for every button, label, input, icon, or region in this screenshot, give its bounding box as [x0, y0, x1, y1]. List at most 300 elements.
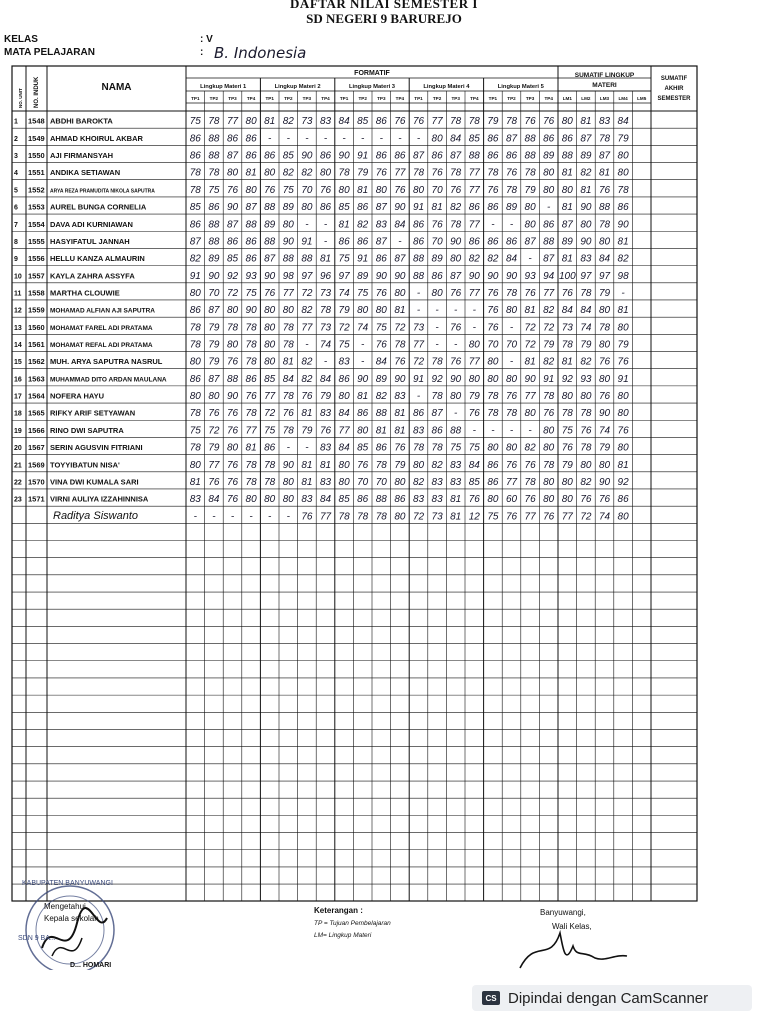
score-cell: 70: [431, 184, 443, 196]
row-no: 8: [14, 238, 18, 246]
score-cell: 78: [189, 167, 201, 179]
score-cell: 76: [226, 408, 239, 420]
score-cell: 90: [524, 373, 536, 385]
score-cell: 78: [561, 408, 573, 420]
score-cell: 80: [505, 373, 518, 385]
score-cell: 78: [189, 339, 201, 351]
score-cell: 60: [505, 494, 518, 506]
score-cell: 76: [301, 511, 313, 523]
sub-header-tp3: TP3: [302, 96, 312, 101]
sub-header-tp1: TP1: [414, 96, 423, 101]
score-cell: 81: [301, 408, 313, 420]
score-cell: 76: [319, 425, 332, 437]
score-cell: 82: [301, 305, 313, 317]
score-cell: 86: [226, 133, 239, 145]
score-cell: 83: [375, 219, 387, 231]
score-cell: -: [435, 322, 439, 334]
score-cell: 89: [505, 202, 518, 214]
score-cell: 77: [282, 287, 294, 299]
sub-header-tp4: TP4: [470, 96, 479, 101]
score-cell: 87: [580, 133, 592, 145]
lingkup-header-3: Lingkup Materi 3: [348, 84, 396, 90]
score-cell: 78: [598, 133, 611, 145]
score-cell: 76: [505, 391, 518, 403]
col-no-unit-header: NO. UNIT: [18, 88, 23, 108]
score-cell: -: [435, 305, 439, 317]
mengetahui-text: Mengetahui,: [44, 902, 89, 911]
score-cell: 84: [450, 133, 462, 145]
score-cell: -: [286, 133, 290, 145]
score-cell: 80: [505, 305, 518, 317]
score-cell: 73: [412, 322, 425, 334]
score-cell: 74: [357, 322, 369, 334]
score-cell: 72: [412, 511, 425, 523]
score-cell: 74: [598, 425, 611, 437]
score-cell: 75: [450, 442, 462, 454]
score-cell: 84: [319, 494, 332, 506]
score-cell: 86: [543, 133, 555, 145]
score-cell: 86: [189, 305, 201, 317]
score-cell: 85: [338, 494, 350, 506]
student-name: RIFKY ARIF SETYAWAN: [50, 408, 136, 418]
score-cell: 80: [431, 133, 443, 145]
score-cell: 80: [598, 459, 611, 471]
score-cell: 73: [301, 116, 313, 128]
score-cell: 80: [226, 442, 239, 454]
score-cell: 78: [450, 219, 462, 231]
score-cell: 75: [487, 511, 499, 523]
score-cell: 80: [282, 219, 294, 231]
score-cell: 81: [282, 356, 294, 368]
row-no-induk: 1555: [28, 236, 45, 246]
score-cell: 84: [598, 253, 611, 265]
row-no-induk: 1566: [28, 425, 45, 435]
row-no-induk: 1552: [28, 185, 45, 195]
score-cell: -: [454, 305, 458, 317]
score-cell: 87: [412, 150, 425, 162]
score-cell: 86: [487, 476, 499, 488]
score-cell: 70: [505, 339, 518, 351]
wali-kelas-signature: [515, 928, 635, 972]
score-cell: -: [509, 425, 514, 437]
score-cell: 84: [505, 253, 518, 265]
score-cell: 86: [189, 150, 201, 162]
score-cell: 80: [487, 494, 499, 506]
score-cell: -: [398, 236, 402, 248]
score-cell: -: [268, 511, 272, 523]
row-no: 10: [14, 273, 22, 281]
score-cell: 82: [524, 442, 536, 454]
score-cell: 90: [487, 270, 499, 282]
score-cell: -: [323, 236, 328, 248]
score-cell: 86: [505, 236, 518, 248]
score-cell: 90: [245, 305, 257, 317]
score-cell: -: [230, 511, 235, 523]
student-name: VIRNI AULIYA IZZAHINNISA: [50, 494, 149, 504]
score-cell: 80: [543, 184, 555, 196]
score-cell: -: [249, 511, 253, 523]
row-no-induk: 1553: [28, 202, 45, 212]
score-cell: 78: [282, 425, 294, 437]
score-cell: 76: [468, 494, 480, 506]
sub-header-tp2: TP2: [358, 96, 367, 101]
score-cell: 76: [598, 184, 611, 196]
score-cell: 75: [468, 442, 480, 454]
score-cell: 78: [245, 356, 257, 368]
score-cell: 76: [301, 391, 313, 403]
sub-header-tp3: TP3: [228, 96, 237, 101]
score-cell: -: [361, 356, 365, 368]
score-cell: 82: [543, 356, 555, 368]
row-no-induk: 1559: [28, 305, 45, 315]
score-cell: 90: [357, 373, 369, 385]
score-cell: 78: [264, 476, 276, 488]
score-cell: 83: [189, 494, 201, 506]
score-cell: 86: [338, 373, 350, 385]
score-cell: 80: [561, 476, 573, 488]
score-cell: 78: [505, 287, 518, 299]
score-cell: 79: [561, 459, 573, 471]
score-cell: 91: [617, 373, 629, 385]
score-cell: 87: [226, 219, 239, 231]
score-cell: 80: [617, 150, 629, 162]
score-cell: 86: [357, 202, 369, 214]
score-cell: 77: [468, 167, 480, 179]
score-cell: 90: [338, 150, 350, 162]
score-cell: 80: [617, 408, 629, 420]
score-cell: 79: [617, 133, 629, 145]
score-cell: 76: [394, 184, 406, 196]
score-cell: 84: [394, 219, 406, 231]
score-cell: 86: [264, 442, 276, 454]
score-cell: 78: [487, 167, 499, 179]
score-cell: 78: [245, 339, 257, 351]
score-cell: 78: [487, 408, 499, 420]
score-cell: 76: [394, 116, 406, 128]
score-cell: 89: [580, 150, 592, 162]
score-cell: 80: [617, 391, 629, 403]
score-cell: 80: [338, 476, 350, 488]
score-cell: 76: [226, 356, 239, 368]
score-cell: 78: [524, 476, 536, 488]
score-cell: 77: [505, 476, 518, 488]
score-cell: 78: [505, 184, 518, 196]
score-cell: 75: [264, 425, 276, 437]
score-cell: -: [416, 287, 421, 299]
score-cell: 78: [189, 442, 201, 454]
sas-header-line1: SUMATIF: [660, 76, 688, 82]
row-no-induk: 1569: [28, 460, 45, 470]
score-cell: 76: [524, 116, 536, 128]
score-cell: -: [268, 133, 272, 145]
score-cell: 86: [617, 202, 629, 214]
mapel-label: MATA PELAJARAN: [4, 47, 95, 58]
score-cell: 77: [264, 391, 276, 403]
score-cell: 78: [245, 476, 257, 488]
score-cell: 80: [338, 184, 350, 196]
sas-header-line2: AKHIR: [664, 86, 684, 92]
score-cell: 80: [189, 391, 201, 403]
stamp-inner-text: SDN 9 BA...: [18, 935, 56, 942]
score-cell: 90: [598, 476, 611, 488]
score-cell: 86: [264, 150, 276, 162]
score-cell: 81: [450, 511, 462, 523]
score-cell: 76: [543, 408, 555, 420]
score-cell: -: [323, 133, 328, 145]
row-no: 2: [14, 135, 18, 143]
score-cell: 76: [580, 425, 592, 437]
student-name: ARYA REZA PRAMUDITA NIKOLA SAPUTRA: [50, 188, 155, 195]
score-cell: 80: [375, 305, 387, 317]
score-cell: 79: [301, 425, 313, 437]
score-cell: 86: [487, 236, 499, 248]
score-cell: -: [509, 219, 514, 231]
score-cell: 78: [319, 305, 332, 317]
score-cell: 86: [468, 236, 480, 248]
score-cell: 80: [617, 511, 629, 523]
score-cell: 83: [319, 408, 332, 420]
score-cell: 80: [487, 373, 499, 385]
score-cell: 76: [580, 494, 592, 506]
score-cell: 78: [431, 356, 443, 368]
score-cell: 78: [394, 339, 406, 351]
score-cell: 78: [505, 116, 518, 128]
score-cell: 78: [580, 287, 592, 299]
score-cell: 76: [598, 391, 611, 403]
student-name: MOHAMAD ALFIAN AJI SAPUTRA: [50, 307, 155, 315]
score-cell: 75: [357, 287, 369, 299]
score-cell: 88: [226, 373, 239, 385]
score-cell: 78: [245, 459, 257, 471]
keterangan-lm: LM= Lingkup Materi: [314, 932, 372, 939]
score-cell: 81: [301, 459, 313, 471]
score-cell: 78: [431, 391, 443, 403]
score-cell: 90: [282, 236, 294, 248]
score-cell: 80: [598, 373, 611, 385]
score-cell: 78: [189, 322, 201, 334]
kelas-value: : V: [200, 34, 213, 45]
score-cell: 84: [338, 116, 350, 128]
score-cell: -: [379, 133, 383, 145]
score-cell: 80: [543, 442, 555, 454]
score-cell: 72: [580, 511, 592, 523]
score-cell: 87: [450, 150, 462, 162]
score-cell: 84: [468, 459, 480, 471]
score-cell: 90: [450, 236, 462, 248]
score-cell: 81: [338, 219, 350, 231]
lingkup-header-1: Lingkup Materi 1: [200, 84, 247, 90]
score-cell: 82: [487, 253, 499, 265]
score-cell: 91: [543, 373, 555, 385]
sub-header-tp2: TP2: [284, 96, 293, 101]
score-cell: 89: [264, 219, 276, 231]
sub-header-tp4: TP4: [246, 96, 256, 101]
school-name: SD NEGERI 9 BARUREJO: [306, 11, 462, 26]
score-cell: 97: [301, 270, 313, 282]
score-cell: 77: [338, 425, 350, 437]
score-cell: 89: [431, 253, 443, 265]
score-cell: 80: [282, 305, 294, 317]
score-cell: 80: [524, 219, 536, 231]
score-cell: 80: [394, 287, 406, 299]
formatif-header: FORMATIF: [354, 70, 390, 77]
student-name: NOFERA HAYU: [50, 391, 105, 401]
score-cell: 75: [375, 322, 387, 334]
score-cell: -: [305, 442, 309, 454]
row-no-induk: 1556: [28, 254, 45, 264]
score-cell: 78: [580, 442, 592, 454]
score-cell: 84: [208, 494, 220, 506]
score-cell: 88: [375, 408, 387, 420]
score-cell: -: [361, 133, 365, 145]
row-no-induk: 1560: [28, 322, 45, 332]
score-cell: 83: [412, 425, 425, 437]
score-cell: 82: [375, 391, 387, 403]
score-cell: 90: [264, 270, 276, 282]
score-cell: 81: [245, 442, 257, 454]
score-cell: 84: [561, 305, 573, 317]
score-cell: 80: [561, 116, 573, 128]
score-cell: 80: [412, 459, 425, 471]
mapel-colon: :: [200, 47, 204, 58]
score-cell: 76: [505, 167, 518, 179]
score-cell: 85: [189, 202, 201, 214]
student-name: AHMAD KHOIRUL AKBAR: [50, 133, 143, 143]
score-cell: -: [528, 425, 532, 437]
score-cell: 86: [245, 133, 257, 145]
score-cell: 80: [264, 322, 276, 334]
score-cell: 81: [580, 184, 592, 196]
student-name: SERIN AGUSVIN FITRIANI: [50, 443, 143, 453]
score-cell: 72: [301, 287, 313, 299]
score-cell: 82: [301, 373, 313, 385]
score-cell: 88: [208, 236, 220, 248]
score-cell: 80: [561, 494, 573, 506]
score-cell: -: [472, 322, 476, 334]
row-no: 22: [14, 479, 22, 487]
score-cell: 74: [319, 339, 332, 351]
score-cell: 80: [543, 167, 555, 179]
score-cell: 77: [394, 167, 406, 179]
sub-header-tp4: TP4: [544, 96, 553, 101]
score-cell: 79: [598, 442, 611, 454]
score-cell: 78: [208, 167, 220, 179]
score-cell: 79: [394, 459, 406, 471]
row-no: 12: [14, 307, 22, 315]
score-cell: -: [454, 339, 458, 351]
score-cell: 86: [319, 202, 332, 214]
score-cell: 92: [617, 476, 629, 488]
score-cell: 78: [412, 167, 425, 179]
row-no-induk: 1564: [28, 391, 45, 401]
score-cell: 92: [561, 373, 573, 385]
score-cell: 77: [468, 287, 480, 299]
score-cell: 85: [226, 253, 239, 265]
score-cell: 90: [301, 150, 313, 162]
score-cell: 76: [245, 391, 257, 403]
score-cell: 86: [394, 494, 406, 506]
score-cell: 86: [412, 219, 425, 231]
score-cell: 83: [412, 494, 425, 506]
row-no-induk: 1563: [28, 374, 45, 384]
score-cell: 81: [357, 184, 369, 196]
score-cell: 76: [524, 494, 536, 506]
score-cell: 81: [319, 459, 332, 471]
sub-header-tp1: TP1: [488, 96, 498, 101]
score-cell: 80: [598, 236, 611, 248]
score-cell: 76: [264, 184, 276, 196]
score-cell: 87: [375, 202, 387, 214]
score-cell: 77: [226, 116, 239, 128]
score-cell: 97: [338, 270, 350, 282]
score-cell: 80: [264, 167, 276, 179]
score-cell: 91: [189, 270, 201, 282]
score-cell: 80: [598, 339, 611, 351]
score-cell: 86: [505, 150, 518, 162]
score-cell: 76: [226, 459, 239, 471]
score-cell: 78: [282, 322, 294, 334]
score-cell: 78: [543, 391, 555, 403]
row-no: 14: [14, 342, 22, 350]
score-cell: 77: [543, 287, 555, 299]
score-cell: 75: [245, 287, 257, 299]
row-no-induk: 1550: [28, 151, 45, 161]
score-cell: 86: [375, 253, 387, 265]
score-cell: 78: [208, 116, 220, 128]
score-cell: 90: [598, 408, 611, 420]
score-cell: -: [472, 305, 476, 317]
score-cell: -: [416, 133, 421, 145]
score-cell: 80: [505, 442, 518, 454]
score-cell: 76: [617, 425, 629, 437]
score-cell: 85: [468, 476, 480, 488]
score-cell: 76: [450, 322, 462, 334]
score-cell: 83: [319, 116, 332, 128]
row-no-induk: 1548: [28, 116, 45, 126]
score-cell: 86: [226, 236, 239, 248]
student-name: HELLU KANZA ALMAURIN: [50, 254, 145, 264]
score-cell: 90: [375, 270, 387, 282]
score-cell: 86: [375, 116, 387, 128]
row-no-induk: 1558: [28, 288, 45, 298]
score-cell: 81: [189, 476, 201, 488]
score-cell: 80: [487, 442, 499, 454]
score-cell: 80: [282, 494, 294, 506]
row-no: 16: [14, 376, 22, 384]
score-cell: 86: [245, 150, 257, 162]
score-cell: 76: [524, 287, 536, 299]
score-cell: 80: [301, 202, 313, 214]
score-cell: 90: [394, 373, 406, 385]
score-cell: 75: [282, 184, 294, 196]
score-cell: -: [305, 339, 309, 351]
sub-header-lm1: LM1: [562, 96, 572, 101]
score-cell: -: [398, 133, 402, 145]
score-cell: 79: [543, 339, 555, 351]
score-cell: 80: [450, 253, 462, 265]
score-cell: 76: [394, 356, 406, 368]
score-cell: 82: [580, 167, 592, 179]
score-cell: 83: [450, 476, 462, 488]
score-cell: 80: [394, 476, 406, 488]
score-cell: 86: [357, 236, 369, 248]
score-cell: 81: [561, 253, 573, 265]
score-cell: 81: [561, 356, 573, 368]
score-cell: 86: [245, 253, 257, 265]
score-cell: 75: [338, 339, 350, 351]
score-cell: 76: [412, 116, 425, 128]
score-cell: 84: [580, 305, 592, 317]
